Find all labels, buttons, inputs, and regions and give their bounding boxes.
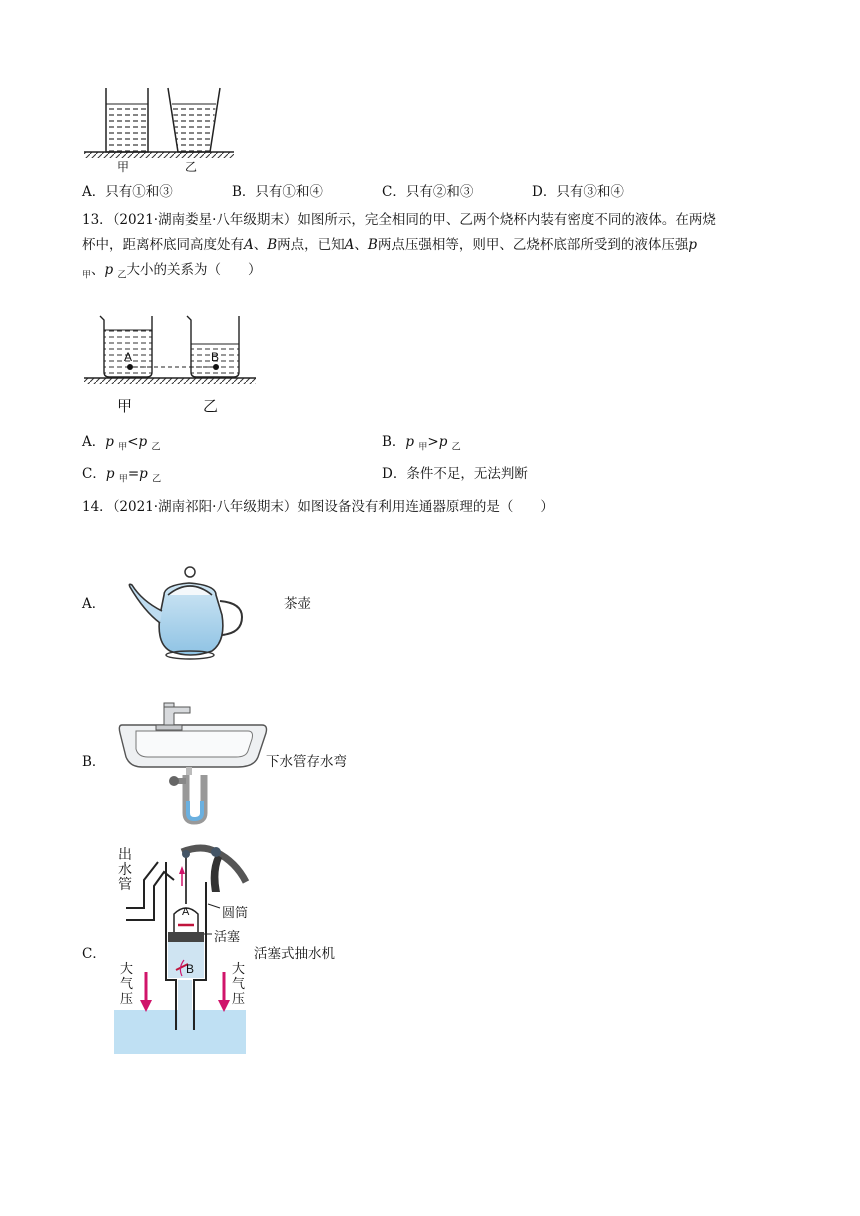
piston-pump-image — [112, 842, 252, 1057]
q13-option-b[interactable]: B．p $_甲$>p $_乙$ — [382, 434, 461, 453]
q12-option-b[interactable]: B．只有①和④ — [232, 184, 323, 200]
pump-label-valve-a: A — [182, 906, 190, 918]
q12-label-jia: 甲 — [117, 160, 130, 174]
container-jia — [106, 88, 148, 152]
q14-option-c-caption: 活塞式抽水机 — [254, 946, 335, 962]
q12-label-yi: 乙 — [185, 160, 198, 174]
pump-label-atm-left: 大 气 压 — [120, 962, 134, 1007]
q13-option-a[interactable]: A．p $_甲$<p $_乙$ — [82, 434, 161, 453]
q13-option-c[interactable]: C．p $_甲$=p $_乙$ — [82, 466, 162, 485]
q14-stem: 14．（2021·湖南祁阳·八年级期末）如图设备没有利用连通器原理的是（ ） — [82, 499, 554, 515]
container-yi — [168, 88, 220, 152]
q13-label-jia: 甲 — [117, 397, 133, 415]
teapot-image — [124, 545, 264, 663]
q13-point-b-label: B — [211, 350, 220, 364]
q14-number: 14． — [82, 499, 113, 515]
q14-option-b-caption: 下水管存水弯 — [266, 754, 347, 770]
pump-label-cylinder: 圆筒 — [222, 906, 249, 921]
q12-option-d[interactable]: D．只有③和④ — [532, 184, 624, 200]
pump-label-piston: 活塞 — [214, 930, 241, 945]
q14-option-c-letter: C． — [82, 946, 106, 962]
q13-source: （2021·湖南娄星·八年级期末） — [112, 212, 298, 228]
q12-figure — [84, 82, 234, 174]
pump-label-valve-b: B — [186, 962, 195, 976]
q12-option-a[interactable]: A．只有①和③ — [82, 184, 173, 200]
q13-label-yi: 乙 — [203, 397, 219, 415]
q13-stem: 13．（2021·湖南娄星·八年级期末）如图所示，完全相同的甲、乙两个烧杯内装有密度不同的液体。在两烧 杯中，距离杯底同高度处有A、B两点，已知A、B两点压强相等，则甲、乙烧杯底部所受到的液体压强p $_甲$、p $_乙$大小的关系为（ ） — [82, 212, 716, 281]
sink-trap-image — [118, 695, 268, 825]
q14-source: （2021·湖南祁阳·八年级期末） — [112, 499, 298, 515]
pump-label-outlet: 出 水 管 — [118, 847, 132, 893]
beaker-yi — [187, 316, 239, 377]
q14-option-a-letter: A． — [82, 596, 106, 612]
q13-option-d[interactable]: D．条件不足，无法判断 — [382, 466, 528, 482]
beaker-jia — [100, 316, 152, 377]
q14-option-b[interactable] — [82, 695, 382, 825]
q14-option-c[interactable] — [82, 842, 382, 1057]
q14-option-a-caption: 茶壶 — [284, 596, 311, 612]
q13-point-a-label: A — [124, 350, 133, 364]
q12-option-c[interactable]: C．只有②和③ — [382, 184, 474, 200]
q13-number: 13． — [82, 212, 113, 228]
q14-option-a[interactable] — [82, 545, 382, 665]
pump-label-atm-right: 大 气 压 — [232, 962, 246, 1007]
q14-option-b-letter: B． — [82, 754, 106, 770]
q13-figure — [84, 310, 256, 390]
